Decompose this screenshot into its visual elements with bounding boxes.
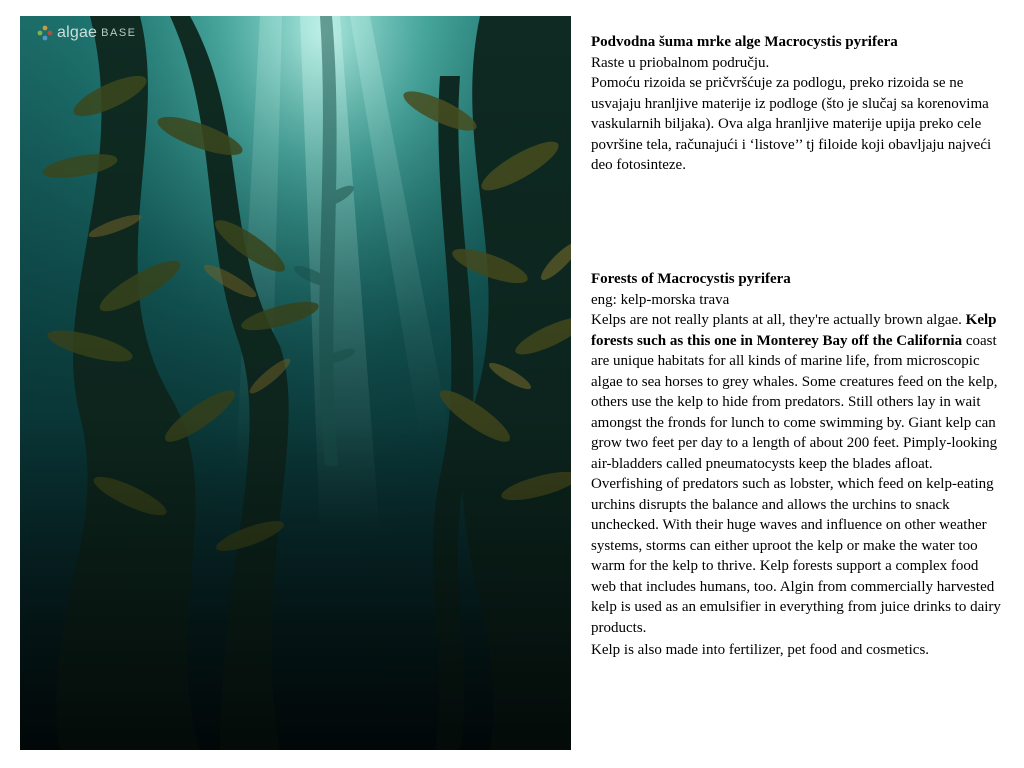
english-title: Forests of Macrocystis pyrifera [591, 271, 791, 287]
english-paragraph-3: Kelp is also made into fertilizer, pet food and cosmetics. [591, 642, 930, 658]
algaebase-logo [36, 24, 137, 42]
p1-end: coast are unique habitats for all kinds of marine life, from microscopic algae to sea horses to grey whales. Some creatures feed on the kelp, others use the kelp to hide from predators. Still others lay in wait amongst the fronds for lunch to come swimming by. Giant kelp can grow two feet per day to a length of about 200 feet. Pimply-looking air-bladders called pneumatocysts keep the blades afloat. [591, 332, 998, 472]
logo-text: algae [57, 24, 98, 41]
serbian-text-block [591, 32, 1005, 176]
kelp-forest-photo [20, 16, 571, 750]
english-paragraph-2: Overfishing of predators such as lobster, which feed on kelp-eating urchins disrupts the balance and allows the urchins to snack unchecked. With their huge waves and influence on other weather systems, storms can either uproot the kelp or make the water too warm for the kelp to thrive. Kelp forests support a complex food web that includes humans, too. Algin from commercially harvested kelp is used as an emulsifier in everything from juice drinks to dairy products. [591, 476, 1001, 636]
logo-suffix: BASE [101, 27, 137, 39]
p1-start: Kelps are not really plants at all, they're actually brown algae. [591, 312, 966, 328]
algaebase-logo-icon [36, 24, 54, 42]
serbian-title: Podvodna šuma mrke alge Macrocystis pyrifera [591, 34, 898, 50]
serbian-line1: Raste u priobalnom području. [591, 54, 770, 71]
kelp-forest-illustration [20, 16, 571, 750]
english-paragraph-1 [591, 310, 1005, 474]
serbian-paragraph: Pomoću rizoida se pričvršćuje za podlogu, preko rizoida se ne usvajaju hranljive materije iz podloge (što je slučaj sa korenovima vaskularnih biljaka). Ova alga hranljive materije upija preko cele površine tela, računajući i ‘listove’’ tj filoide koji obavljaju najveći deo fotosinteze. [591, 75, 992, 173]
p1-bold: Kelp forests such as this one in Monterey Bay off the California [591, 312, 997, 349]
english-text-block [591, 269, 1005, 661]
english-subtitle: eng: kelp-morska trava [591, 291, 730, 308]
